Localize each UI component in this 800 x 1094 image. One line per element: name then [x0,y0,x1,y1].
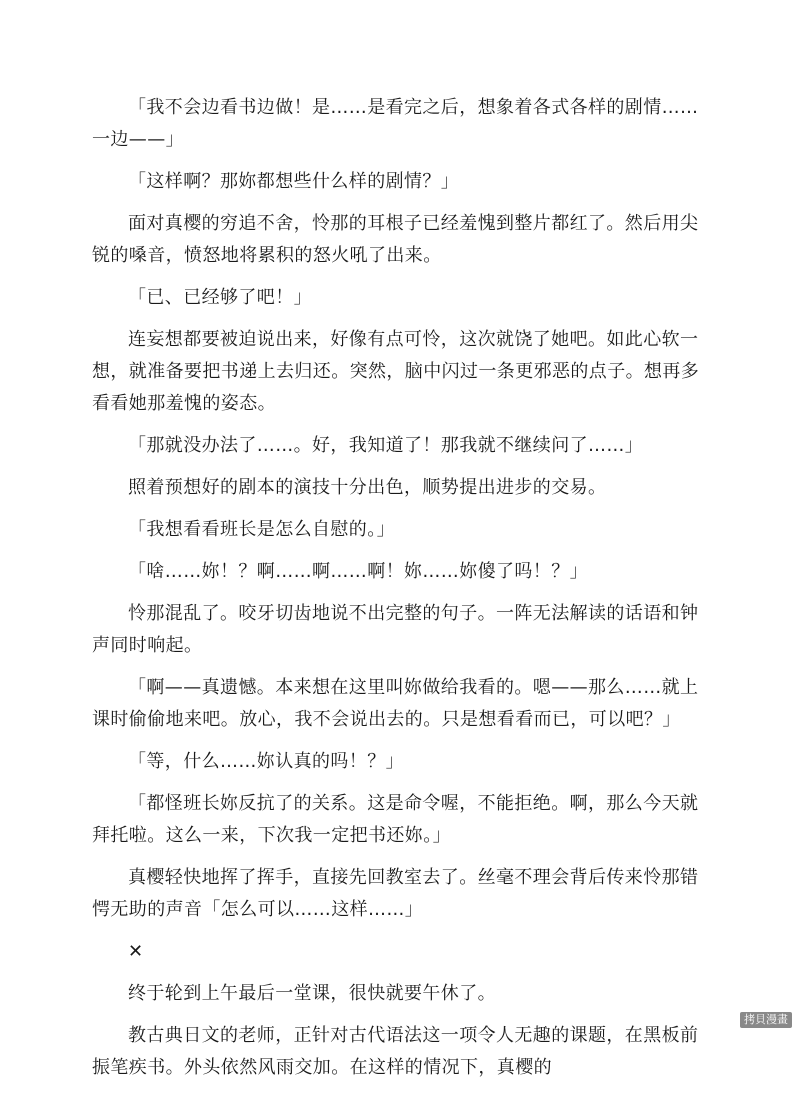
paragraph-11: 「啊——真遗憾。本来想在这里叫妳做给我看的。嗯——那么……就上课时偷偷地来吧。放心，我不会说出去的。只是想看看而已，可以吧？」 [92,677,699,730]
paragraph-8: 「我想看看班长是怎么自慰的。」 [128,519,395,540]
paragraph-10: 怜那混乱了。咬牙切齿地说不出完整的句子。一阵无法解读的话语和钟声同时响起。 [92,603,699,656]
paragraph-6: 「那就没办法了……。好，我知道了！那我就不继续问了……」 [128,435,644,456]
paragraph-7: 照着预想好的剧本的演技十分出色，顺势提出进步的交易。 [128,477,607,498]
paragraph-1: 「我不会边看书边做！是……是看完之后，想象着各式各样的剧情……一边——」 [92,97,699,150]
paragraph-12: 「等，什么……妳认真的吗！？」 [128,751,404,772]
paragraph-13: 「都怪班长妳反抗了的关系。这是命令喔，不能拒绝。啊，那么今天就拜托啦。这么一来，下次我一定把书还妳。」 [92,793,699,846]
paragraph-9: 「啥……妳！？啊……啊……啊！妳……妳傻了吗！？」 [128,561,588,582]
text-column [92,92,712,1094]
paragraph-5: 连妄想都要被迫说出来，好像有点可怜，这次就饶了她吧。如此心软一想，就准备要把书递上去归还。突然，脑中闪过一条更邪恶的点子。想再多看看她那羞愧的姿态。 [92,329,700,414]
paragraph-15: 终于轮到上午最后一堂课，很快就要午休了。 [128,983,496,1004]
paragraph-14: 真樱轻快地挥了挥手，直接先回教室去了。丝毫不理会背后传来怜那错愕无助的声音「怎么可以……这样……」 [92,867,699,920]
paragraph-3: 面对真樱的穷追不舍，怜那的耳根子已经羞愧到整片都红了。然后用尖锐的嗓音，愤怒地将累积的怒火吼了出来。 [92,213,699,266]
paragraph-4: 「已、已经够了吧！」 [128,287,312,308]
paragraph-2: 「这样啊？那妳都想些什么样的剧情？」 [128,171,460,192]
section-separator: ✕ [128,941,144,962]
paragraph-16: 教古典日文的老师，正针对古代语法这一项令人无趣的课题，在黑板前振笔疾书。外头依然风雨交加。在这样的情况下，真樱的 [92,1025,699,1078]
watermark-label: 拷貝漫畫 [740,1012,792,1028]
